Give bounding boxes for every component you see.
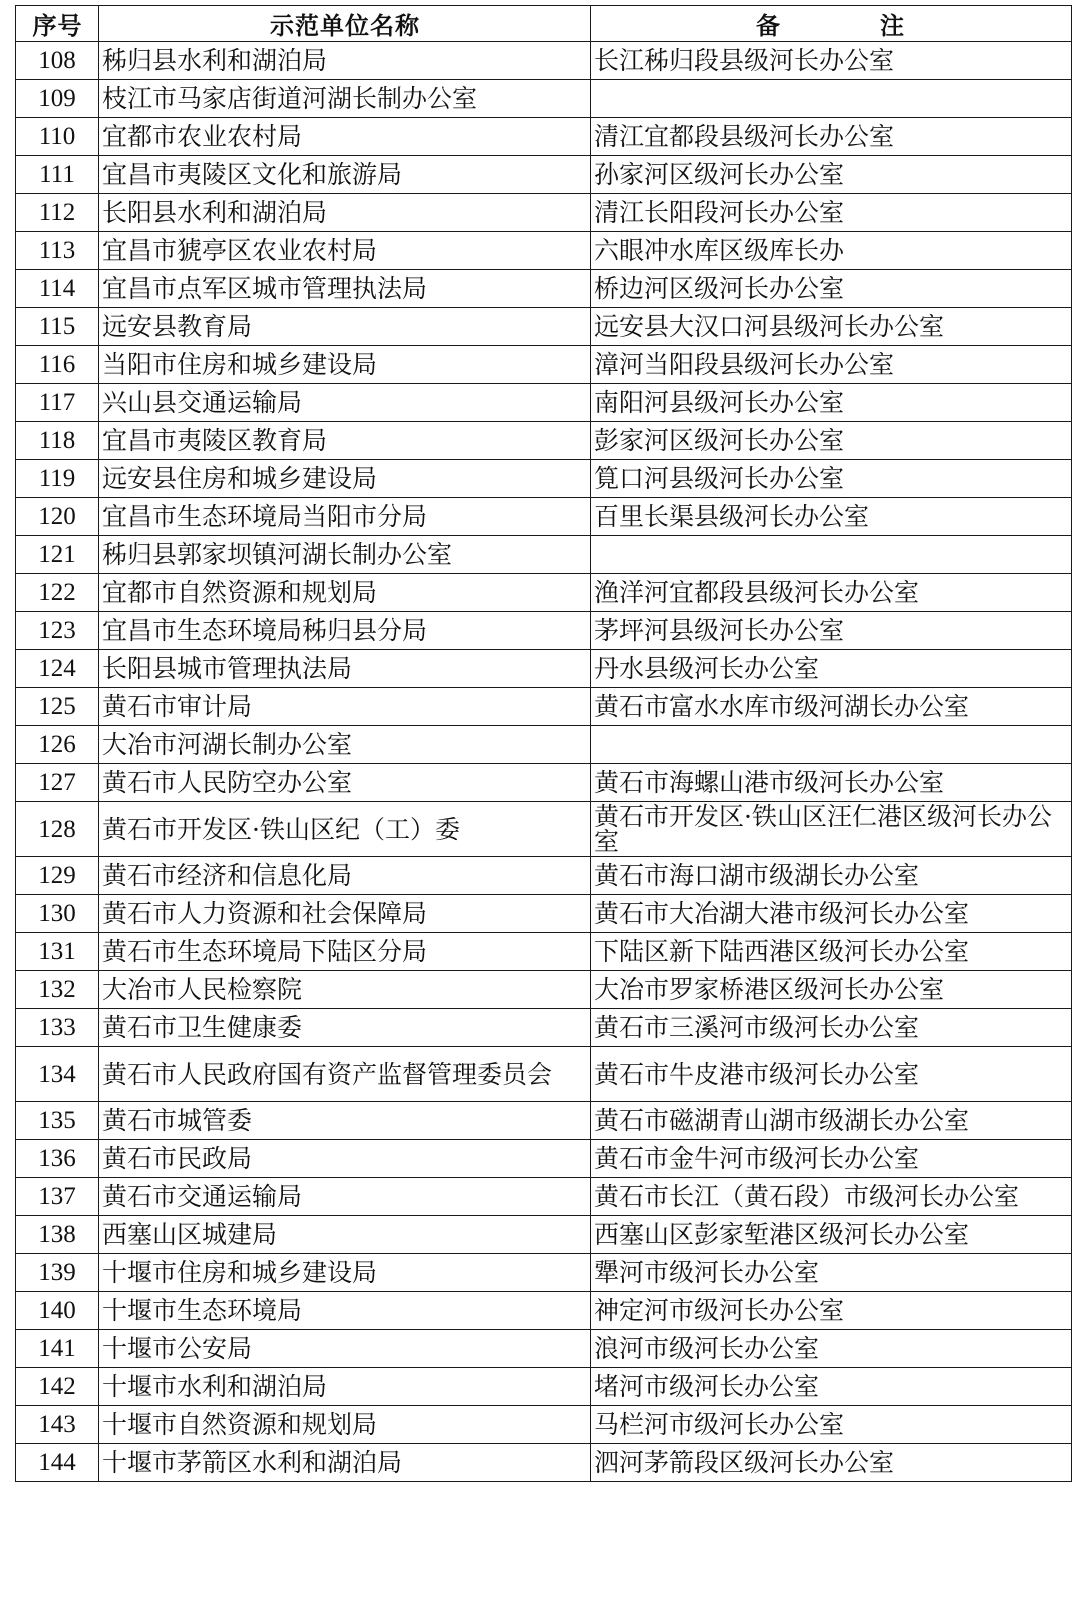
header-row: [16, 6, 1072, 42]
table-header: [16, 6, 1072, 42]
remark-cell: 黄石市大冶湖大港市级河长办公室: [591, 895, 1072, 933]
remark-cell: 黄石市富水水库市级河湖长办公室: [591, 688, 1072, 726]
table-row: [16, 688, 1072, 726]
table-row: [16, 118, 1072, 156]
table-row: [16, 384, 1072, 422]
demonstration-units-table: [15, 5, 1072, 1482]
row-number: 111: [16, 156, 99, 194]
table-row: [16, 1292, 1072, 1330]
unit-name-cell: 黄石市审计局: [99, 688, 591, 726]
table-row: [16, 42, 1072, 80]
row-number: 130: [16, 895, 99, 933]
remark-cell: 彭家河区级河长办公室: [591, 422, 1072, 460]
unit-name-cell: 黄石市民政局: [99, 1140, 591, 1178]
unit-name-cell: 十堰市公安局: [99, 1330, 591, 1368]
table-row: [16, 895, 1072, 933]
row-number: 115: [16, 308, 99, 346]
row-number: 140: [16, 1292, 99, 1330]
table-row: [16, 574, 1072, 612]
table-row: [16, 1444, 1072, 1482]
row-number: 109: [16, 80, 99, 118]
row-number: 138: [16, 1216, 99, 1254]
row-number: 131: [16, 933, 99, 971]
table-row: [16, 270, 1072, 308]
remark-cell: 黄石市磁湖青山湖市级湖长办公室: [591, 1102, 1072, 1140]
unit-name-cell: 黄石市人民防空办公室: [99, 764, 591, 802]
table-row: [16, 933, 1072, 971]
unit-name-cell: 大冶市河湖长制办公室: [99, 726, 591, 764]
table-row: [16, 346, 1072, 384]
row-number: 112: [16, 194, 99, 232]
remark-cell: 浪河市级河长办公室: [591, 1330, 1072, 1368]
remark-cell: 孙家河区级河长办公室: [591, 156, 1072, 194]
table-row: [16, 650, 1072, 688]
remark-cell: 堵河市级河长办公室: [591, 1368, 1072, 1406]
row-number: 136: [16, 1140, 99, 1178]
row-number: 126: [16, 726, 99, 764]
remark-cell: 大冶市罗家桥港区级河长办公室: [591, 971, 1072, 1009]
remark-cell: 黄石市长江（黄石段）市级河长办公室: [591, 1178, 1072, 1216]
unit-name-cell: 宜昌市生态环境局当阳市分局: [99, 498, 591, 536]
table-row: [16, 1406, 1072, 1444]
row-number: 129: [16, 857, 99, 895]
unit-name-cell: 十堰市茅箭区水利和湖泊局: [99, 1444, 591, 1482]
unit-name-cell: 宜昌市夷陵区教育局: [99, 422, 591, 460]
table-body: [16, 42, 1072, 1482]
row-number: 135: [16, 1102, 99, 1140]
table-row: [16, 1009, 1072, 1047]
unit-name-cell: 兴山县交通运输局: [99, 384, 591, 422]
unit-name-cell: 十堰市水利和湖泊局: [99, 1368, 591, 1406]
remark-cell: 黄石市开发区·铁山区汪仁港区级河长办公室: [591, 802, 1072, 857]
remark-cell: 远安县大汉口河县级河长办公室: [591, 308, 1072, 346]
row-number: 124: [16, 650, 99, 688]
table-row: [16, 536, 1072, 574]
table-row: [16, 1216, 1072, 1254]
table-row: [16, 1178, 1072, 1216]
unit-name-cell: 长阳县水利和湖泊局: [99, 194, 591, 232]
unit-name-cell: 十堰市生态环境局: [99, 1292, 591, 1330]
row-number: 143: [16, 1406, 99, 1444]
remark-cell: 黄石市海螺山港市级河长办公室: [591, 764, 1072, 802]
remark-cell: 神定河市级河长办公室: [591, 1292, 1072, 1330]
remark-cell: 马栏河市级河长办公室: [591, 1406, 1072, 1444]
remark-cell: 西塞山区彭家堑港区级河长办公室: [591, 1216, 1072, 1254]
unit-name-cell: 宜昌市夷陵区文化和旅游局: [99, 156, 591, 194]
remark-cell: [591, 80, 1072, 118]
table-row: [16, 857, 1072, 895]
table-row: [16, 308, 1072, 346]
row-number: 125: [16, 688, 99, 726]
table-row: [16, 422, 1072, 460]
remark-cell: 犟河市级河长办公室: [591, 1254, 1072, 1292]
remark-cell: [591, 726, 1072, 764]
remark-cell: 黄石市三溪河市级河长办公室: [591, 1009, 1072, 1047]
unit-name-cell: 远安县教育局: [99, 308, 591, 346]
row-number: 139: [16, 1254, 99, 1292]
unit-name-cell: 十堰市自然资源和规划局: [99, 1406, 591, 1444]
row-number: 144: [16, 1444, 99, 1482]
unit-name-cell: 宜都市农业农村局: [99, 118, 591, 156]
row-number: 110: [16, 118, 99, 156]
unit-name-cell: 黄石市城管委: [99, 1102, 591, 1140]
remark-cell: 黄石市牛皮港市级河长办公室: [591, 1047, 1072, 1102]
row-number: 119: [16, 460, 99, 498]
table-row: [16, 612, 1072, 650]
remark-cell: 筧口河县级河长办公室: [591, 460, 1072, 498]
row-number: 121: [16, 536, 99, 574]
row-number: 120: [16, 498, 99, 536]
row-number: 137: [16, 1178, 99, 1216]
table-row: [16, 1368, 1072, 1406]
table-row: [16, 1330, 1072, 1368]
table-row: [16, 1140, 1072, 1178]
row-number: 141: [16, 1330, 99, 1368]
row-number: 122: [16, 574, 99, 612]
remark-cell: 黄石市海口湖市级湖长办公室: [591, 857, 1072, 895]
table-row: [16, 194, 1072, 232]
remark-cell: 黄石市金牛河市级河长办公室: [591, 1140, 1072, 1178]
row-number: 118: [16, 422, 99, 460]
table-row: [16, 1102, 1072, 1140]
remark-cell: 丹水县级河长办公室: [591, 650, 1072, 688]
row-number: 132: [16, 971, 99, 1009]
table-row: [16, 460, 1072, 498]
unit-name-cell: 黄石市经济和信息化局: [99, 857, 591, 895]
unit-name-cell: 黄石市人力资源和社会保障局: [99, 895, 591, 933]
unit-name-cell: 黄石市开发区·铁山区纪（工）委: [99, 802, 591, 857]
unit-name-cell: 宜昌市点军区城市管理执法局: [99, 270, 591, 308]
remark-cell: 长江秭归段县级河长办公室: [591, 42, 1072, 80]
remark-cell: 茅坪河县级河长办公室: [591, 612, 1072, 650]
remark-cell: 六眼冲水库区级库长办: [591, 232, 1072, 270]
remark-cell: 清江宜都段县级河长办公室: [591, 118, 1072, 156]
unit-name-cell: 大冶市人民检察院: [99, 971, 591, 1009]
table-row: [16, 498, 1072, 536]
table-row: [16, 232, 1072, 270]
unit-name-cell: 远安县住房和城乡建设局: [99, 460, 591, 498]
table-row: [16, 971, 1072, 1009]
remark-cell: 清江长阳段河长办公室: [591, 194, 1072, 232]
table-row: [16, 80, 1072, 118]
unit-name-cell: 长阳县城市管理执法局: [99, 650, 591, 688]
remark-cell: 百里长渠县级河长办公室: [591, 498, 1072, 536]
header-remark: 备 注: [591, 6, 1072, 42]
unit-name-cell: 黄石市生态环境局下陆区分局: [99, 933, 591, 971]
unit-name-cell: 秭归县郭家坝镇河湖长制办公室: [99, 536, 591, 574]
row-number: 117: [16, 384, 99, 422]
row-number: 142: [16, 1368, 99, 1406]
table-row: [16, 726, 1072, 764]
remark-cell: [591, 536, 1072, 574]
row-number: 114: [16, 270, 99, 308]
unit-name-cell: 黄石市人民政府国有资产监督管理委员会: [99, 1047, 591, 1102]
row-number: 134: [16, 1047, 99, 1102]
unit-name-cell: 西塞山区城建局: [99, 1216, 591, 1254]
header-unit-name: 示范单位名称: [99, 6, 591, 42]
unit-name-cell: 宜昌市生态环境局秭归县分局: [99, 612, 591, 650]
unit-name-cell: 黄石市交通运输局: [99, 1178, 591, 1216]
unit-name-cell: 宜都市自然资源和规划局: [99, 574, 591, 612]
row-number: 123: [16, 612, 99, 650]
remark-cell: 漳河当阳段县级河长办公室: [591, 346, 1072, 384]
remark-cell: 南阳河县级河长办公室: [591, 384, 1072, 422]
row-number: 127: [16, 764, 99, 802]
unit-name-cell: 黄石市卫生健康委: [99, 1009, 591, 1047]
table-row: [16, 764, 1072, 802]
remark-cell: 渔洋河宜都段县级河长办公室: [591, 574, 1072, 612]
table-row: [16, 1254, 1072, 1292]
remark-cell: 桥边河区级河长办公室: [591, 270, 1072, 308]
row-number: 113: [16, 232, 99, 270]
remark-cell: 下陆区新下陆西港区级河长办公室: [591, 933, 1072, 971]
table-row: [16, 802, 1072, 857]
table-row: [16, 156, 1072, 194]
unit-name-cell: 秭归县水利和湖泊局: [99, 42, 591, 80]
row-number: 128: [16, 802, 99, 857]
row-number: 108: [16, 42, 99, 80]
unit-name-cell: 宜昌市猇亭区农业农村局: [99, 232, 591, 270]
unit-name-cell: 枝江市马家店街道河湖长制办公室: [99, 80, 591, 118]
header-number: 序号: [16, 6, 99, 42]
table-row: [16, 1047, 1072, 1102]
row-number: 133: [16, 1009, 99, 1047]
unit-name-cell: 当阳市住房和城乡建设局: [99, 346, 591, 384]
remark-cell: 泗河茅箭段区级河长办公室: [591, 1444, 1072, 1482]
unit-name-cell: 十堰市住房和城乡建设局: [99, 1254, 591, 1292]
row-number: 116: [16, 346, 99, 384]
